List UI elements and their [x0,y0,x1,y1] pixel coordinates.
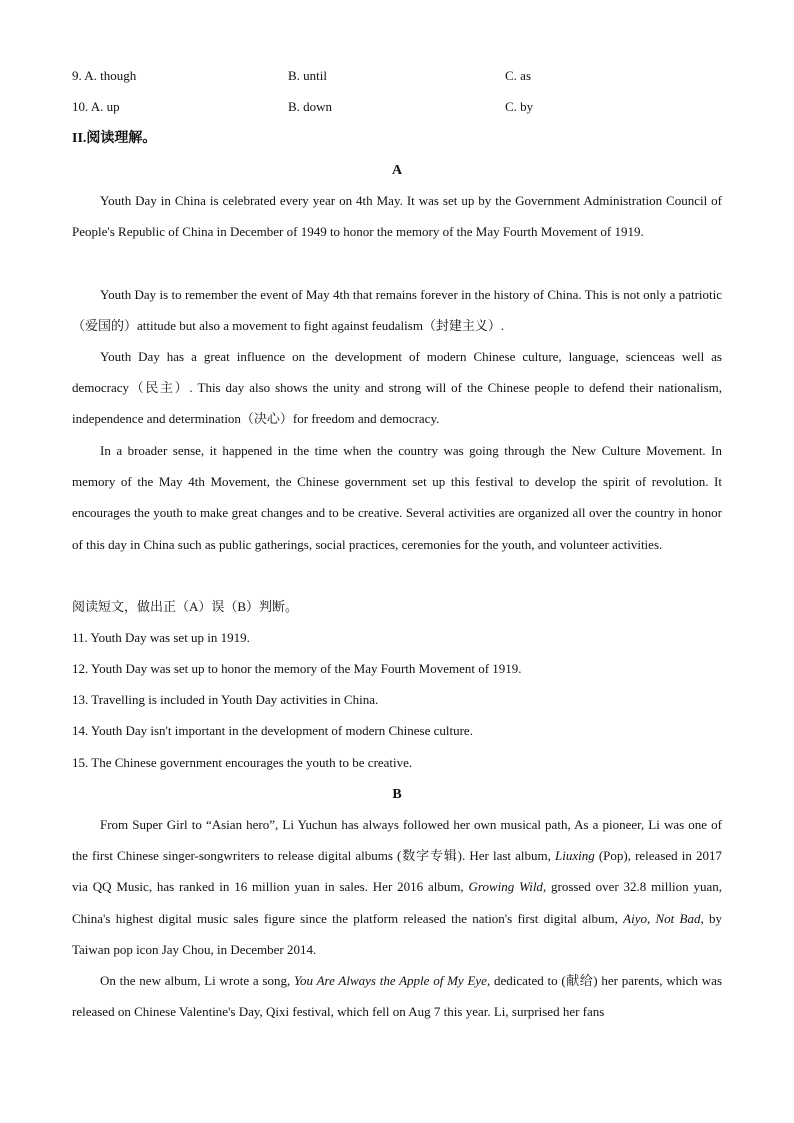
option-a: 9. A. though [72,68,137,83]
album-title: Liuxing [554,848,595,864]
album-title: Growing Wild [468,879,543,895]
passage-b-paragraph-1: From Super Girl to “Asian hero”, Li Yuchun has always followed her own musical path, As a pioneer, Li was one of the first Chinese singer-songwriters to release digital albums (数字专辑). Her last album, Liuxing (Pop), released in 2017 via QQ Music, has ranked in 16 million yuan in sales. Her 2016 album, Growing Wild, grossed over 32.8 million yuan, China's highest digital music sales figure since the platform released the nation's first digital album, Aiyo, Not Bad, by Taiwan pop icon Jay Chou, in December 2014. [72,817,723,957]
option-c: C. by [505,99,534,114]
question-14: 14. Youth Day isn't important in the development of modern Chinese culture. [72,723,473,738]
question-12: 12. Youth Day was set up to honor the memory of the May Fourth Movement of 1919. [72,661,522,676]
passage-a-paragraph-1: Youth Day in China is celebrated every year on 4th May. It was set up by the Government Administration Council of People's Republic of China in December of 1949 to honor the memory of the May Fourth Movement of 1919. [72,193,722,240]
option-c: C. as [505,68,531,83]
option-a: 10. A. up [72,99,120,114]
passage-a-paragraph-2: Youth Day is to remember the event of May 4th that remains forever in the history of China. This is not only a patriotic（爱国的）attitude but also a movement to fight against feudalism（封建主义）. [72,287,722,334]
question-13: 13. Travelling is included in Youth Day activities in China. [72,692,379,707]
passage-b-heading: B [392,787,402,802]
passage-a-heading: A [391,163,403,178]
question-15: 15. The Chinese government encourages the youth to be creative. [72,755,413,770]
song-title: You Are Always the Apple of My Eye [294,973,487,988]
option-row-10 [72,97,722,117]
option-b: B. down [288,99,333,114]
passage-b-paragraph-2: On the new album, Li wrote a song, You Are Always the Apple of My Eye, dedicated to (献给) her parents, which was released on Chinese Valentine's Day, Qixi festival, which fell on Aug 7 this year. Li, surprised her fans [72,973,723,1020]
passage-a-paragraph-3: Youth Day has a great influence on the development of modern Chinese culture, language, scienceas well as democracy（民主）. This day also shows the unity and strong will of the Chinese people to defend their nationalism, independence and determination（决心）for freedom and democracy. [72,349,722,427]
question-11: 11. Youth Day was set up in 1919. [72,630,250,645]
passage-a-paragraph-4: In a broader sense, it happened in the time when the country was going through the New Culture Movement. In memory of the May 4th Movement, the Chinese government set up this festival to develop the spirit of revolution. It encourages the youth to make great changes and to be creative. Several activities are organized all over the country in honor of this day in China such as public gatherings, social practices, ceremonies for the youth, and volunteer activities. [72,443,722,552]
section-title: II.阅读理解。 [72,131,157,146]
option-b: B. until [288,68,328,83]
option-row-9 [72,66,722,86]
instruction: 阅读短文，做出正（A）误（B）判断。 [72,599,299,614]
album-title: Aiyo, Not Bad [623,910,701,926]
